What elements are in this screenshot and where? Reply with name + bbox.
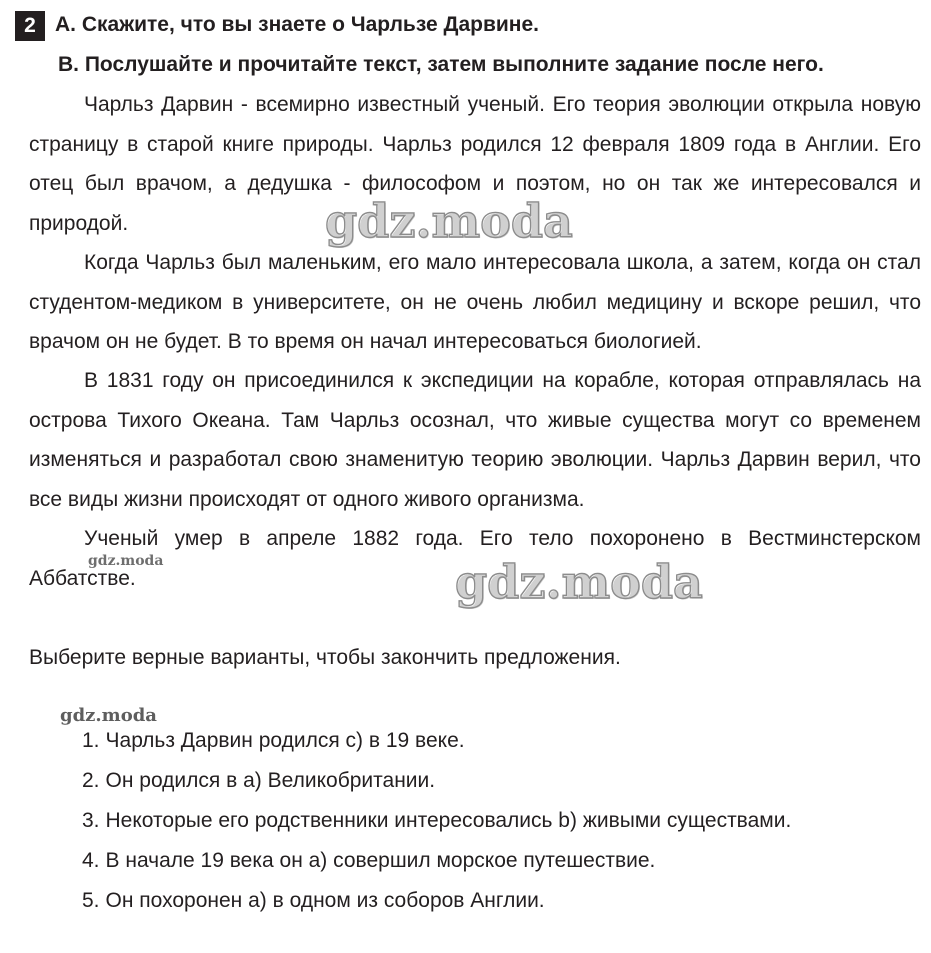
text-paragraph-1: Чарльз Дарвин - всемирно известный ученый. Его теория эволюции открыла новую страницу в старой книге природы. Чарльз родился 12 февраля 1809 года в Англии. Его отец был врачом, а дедушка - философом и поэтом, но он так же интересовался и природой.: [29, 93, 921, 235]
answer-number: 1.: [82, 729, 100, 752]
answer-item-2: [82, 761, 791, 801]
exercise-instruction: Выберите верные варианты, чтобы закончить предложения.: [29, 646, 621, 669]
watermark-large-2: gdz.moda: [455, 555, 703, 609]
answer-list: [82, 721, 791, 921]
answer-text: В начале 19 века он a) совершил морское путешествие.: [105, 849, 656, 872]
task-number-badge: 2: [15, 11, 45, 41]
answer-text: Чарльз Дарвин родился c) в 19 веке.: [105, 729, 465, 752]
text-paragraph-4: Ученый умер в апреле 1882 года. Его тело похоронено в Вестминстерском Аббатстве.: [29, 527, 921, 590]
answer-item-5: [82, 881, 791, 921]
text-paragraph-2: Когда Чарльз был маленьким, его мало интересовала школа, а затем, когда он стал студентом-медиком в университете, он не очень любил медицину и вскоре решил, что врачом он не будет. В то время он начал интересоваться биологией.: [29, 251, 921, 353]
answer-text: Он родился в a) Великобритании.: [105, 769, 436, 792]
task-part-b: B. Послушайте и прочитайте текст, затем выполните задание после него.: [58, 53, 824, 76]
answer-item-4: [82, 841, 791, 881]
answer-number: 4.: [82, 849, 100, 872]
watermark-small-2: gdz.moda: [60, 705, 157, 726]
answer-number: 2.: [82, 769, 100, 792]
text-paragraph-3: В 1831 году он присоединился к экспедиции на корабле, которая отправлялась на острова Тихого Океана. Там Чарльз осознал, что живые существа могут со временем изменяться и разработал свою знаменитую теорию эволюции. Чарльз Дарвин верил, что все виды жизни происходят от одного живого организма.: [29, 369, 921, 511]
answer-item-1: [82, 721, 791, 761]
watermark-small-1: gdz.moda: [88, 553, 164, 569]
answer-number: 5.: [82, 889, 100, 912]
answer-text: Он похоронен a) в одном из соборов Англии.: [105, 889, 545, 912]
watermark-large-1: gdz.moda: [325, 194, 573, 248]
answer-text: Некоторые его родственники интересовались b) живыми существами.: [105, 809, 792, 832]
task-part-a: А. Скажите, что вы знаете о Чарльзе Дарвине.: [55, 13, 539, 36]
answer-item-3: [82, 801, 791, 841]
answer-number: 3.: [82, 809, 100, 832]
